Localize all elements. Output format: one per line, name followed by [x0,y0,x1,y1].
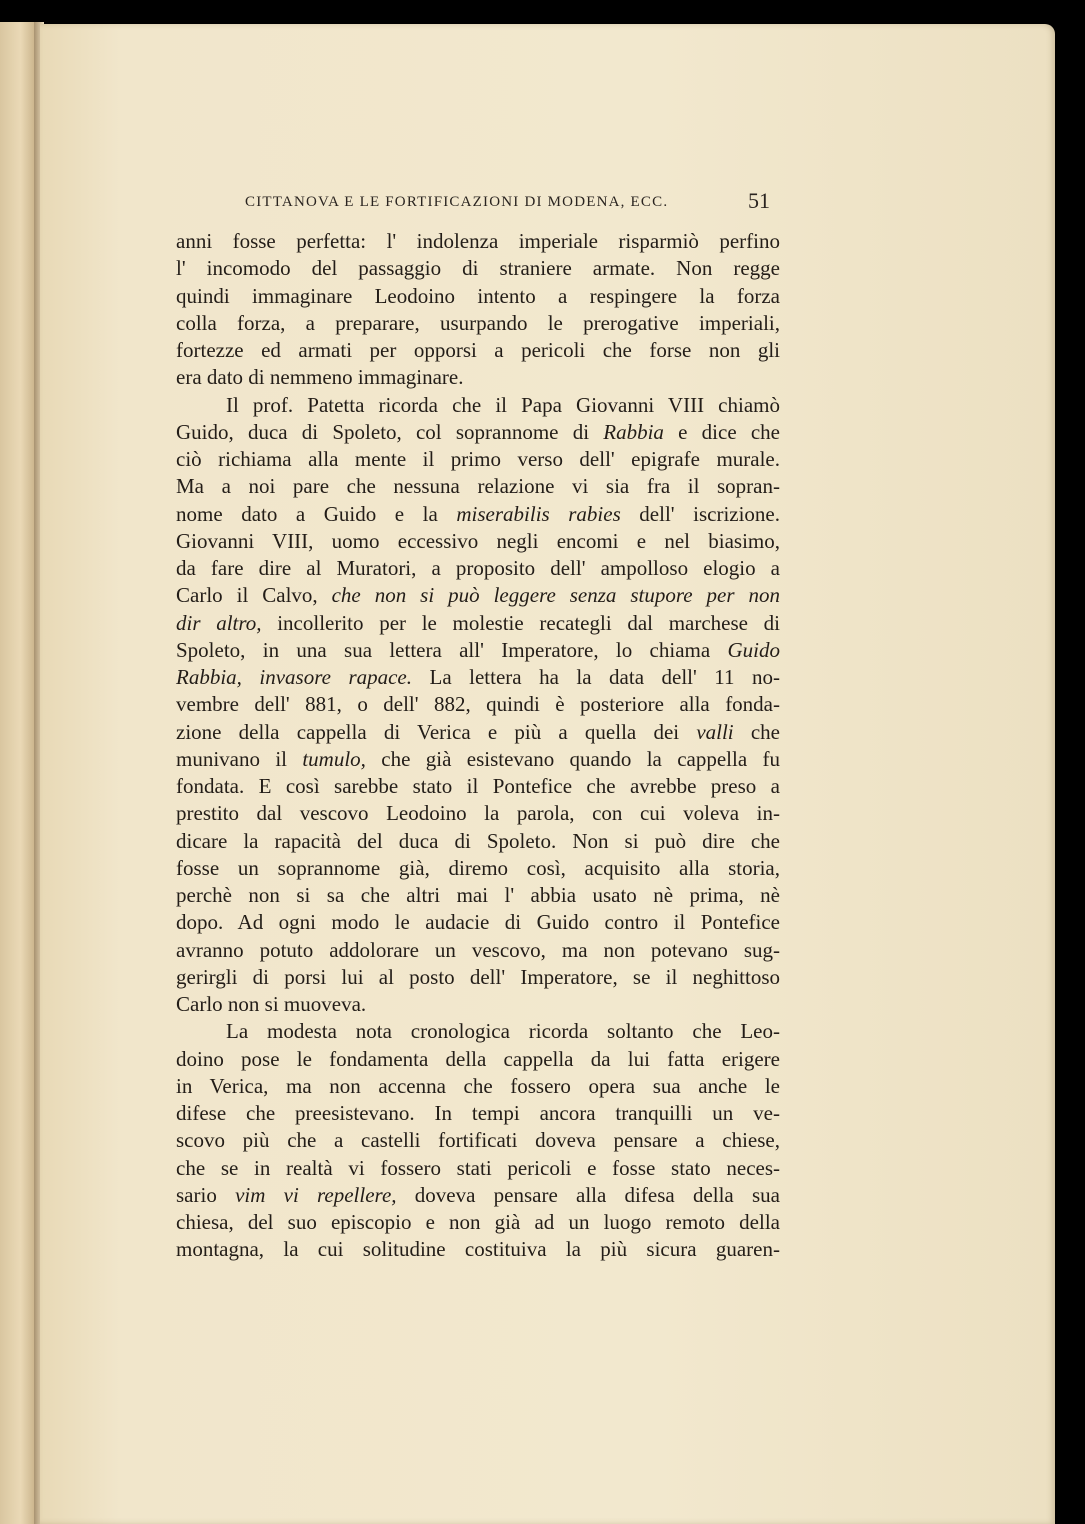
text-line [176,1155,780,1182]
text-segment: che se in realtà vi fossero stati pericoli e fosse stato neces- [176,1155,780,1180]
text-line [176,828,780,855]
text-segment: che [733,719,780,744]
text-line [176,473,780,500]
text-line [176,800,780,827]
text-segment: perchè non si sa che altri mai l' abbia usato nè prima, nè [176,883,780,907]
text-segment: Spoleto, in una sua lettera all' Imperatore, lo chiama [176,637,728,662]
text-line [176,855,780,882]
page-number: 51 [748,188,770,213]
text-line [176,446,780,473]
text-segment: La modesta nota cronologica ricorda soltanto che Leo- [226,1019,780,1044]
text-line [176,337,780,364]
text-segment: in Verica, ma non accenna che fossero opera sua anche le [176,1073,780,1098]
text-segment: Carlo non si muoveva. [176,992,367,1016]
text-line [176,555,780,582]
text-line [176,991,780,1018]
text-line [176,610,780,637]
italic-segment: Guido [727,637,780,662]
running-head: CITTANOVA E LE FORTIFICAZIONI DI MODENA, ECC. [245,194,669,210]
text-segment: prestito dal vescovo Leodoino la parola, con cui voleva in- [176,801,780,826]
text-line [176,691,780,718]
italic-segment: vim vi repellere, [235,1182,397,1207]
body-text [176,228,780,1264]
text-line [176,283,780,310]
text-line [176,1209,780,1236]
text-line [176,1100,780,1127]
text-segment: Guido, duca di Spoleto, col soprannome di [176,419,604,444]
text-segment: nome dato a Guido e la [176,501,457,526]
text-segment: avranno potuto addolorare un vescovo, ma non potevano sug- [176,937,780,962]
text-line [176,501,780,528]
italic-segment: Rabbia [603,419,664,444]
text-line [176,364,780,391]
text-segment: Il prof. Patetta ricorda che il Papa Giovanni VIII chiamò [226,392,780,417]
text-segment: dopo. Ad ogni modo le audacie di Guido contro il Pontefice [176,910,780,935]
text-line [176,1018,780,1045]
text-segment: che già esistevano quando la cappella fu [365,746,780,771]
text-segment: montagna, la cui solitudine costituiva la più sicura guaren- [176,1237,780,1262]
italic-segment: Rabbia, invasore rapace. [176,665,413,689]
text-segment: l' incomodo del passaggio di straniere armate. Non regge [176,256,780,281]
text-segment: doino pose le fondamenta della cappella da lui fatta erigere [176,1046,780,1071]
text-line [176,964,780,991]
italic-segment: miserabilis rabies [456,501,621,526]
text-segment: anni fosse perfetta: l' indolenza imperiale risparmiò perfino [176,229,780,253]
text-segment: scovo più che a castelli fortificati doveva pensare a chiese, [176,1128,780,1153]
text-line [176,746,780,773]
text-line [176,392,780,419]
text-segment: dell' iscrizione. [620,501,781,526]
italic-segment: tumulo, [302,746,366,771]
text-line [176,310,780,337]
text-line [176,882,780,909]
text-line [176,528,780,555]
text-segment: difese che preesistevano. In tempi ancora tranquilli un ve- [176,1101,780,1125]
text-segment: chiesa, del suo episcopio e non già ad un luogo remoto della [176,1210,780,1234]
text-segment: fortezze ed armati per opporsi a pericoli che forse non gli [176,338,780,362]
text-line [176,1046,780,1073]
text-line [176,909,780,936]
italic-segment: dir altro, [176,610,262,635]
text-line [176,1073,780,1100]
text-segment: gerirgli di porsi lui al posto dell' Imperatore, se il neghittoso [176,964,780,989]
text-segment: vembre dell' 881, o dell' 882, quindi è posteriore alla fonda- [176,692,780,717]
text-segment: fosse un soprannome già, diremo così, acquisito alla storia, [176,855,780,880]
italic-segment: valli [696,719,734,744]
text-segment: era dato di nemmeno immaginare. [176,365,464,390]
italic-segment: che non si può leggere senza stupore per non [331,583,780,608]
text-line [176,255,780,282]
text-line [176,637,780,664]
text-line [176,937,780,964]
text-line [176,1236,780,1263]
text-segment: dicare la rapacità del duca di Spoleto. Non si può dire che [176,828,780,853]
text-line [176,419,780,446]
text-line [176,582,780,609]
text-segment: da fare dire al Muratori, a proposito dell' ampolloso elogio a [176,556,780,580]
text-segment: colla forza, a preparare, usurpando le prerogative imperiali, [176,310,780,335]
text-segment: doveva pensare alla difesa della sua [396,1182,780,1207]
text-segment: Giovanni VIII, uomo eccessivo negli encomi e nel biasimo, [176,528,780,553]
text-line [176,773,780,800]
left-page-edge [0,22,34,1524]
text-segment: munivano il [176,746,303,771]
text-line [176,664,780,691]
text-segment: incollerito per le molestie recategli dal marchese di [261,610,780,635]
text-segment: La lettera ha la data dell' 11 no- [412,665,780,689]
text-line [176,719,780,746]
text-segment: e dice che [663,419,780,444]
text-segment: ciò richiama alla mente il primo verso dell' epigrafe murale. [176,447,780,471]
text-segment: Carlo il Calvo, [176,583,332,608]
text-line [176,228,780,255]
text-line [176,1182,780,1209]
text-segment: fondata. E così sarebbe stato il Pontefice che avrebbe preso a [176,774,780,798]
text-segment: zione della cappella di Verica e più a quella dei [176,719,697,744]
text-segment: Ma a noi pare che nessuna relazione vi sia fra il sopran- [176,474,780,499]
text-line [176,1127,780,1154]
text-segment: quindi immaginare Leodoino intento a respingere la forza [176,283,780,308]
text-segment: sario [176,1182,236,1207]
